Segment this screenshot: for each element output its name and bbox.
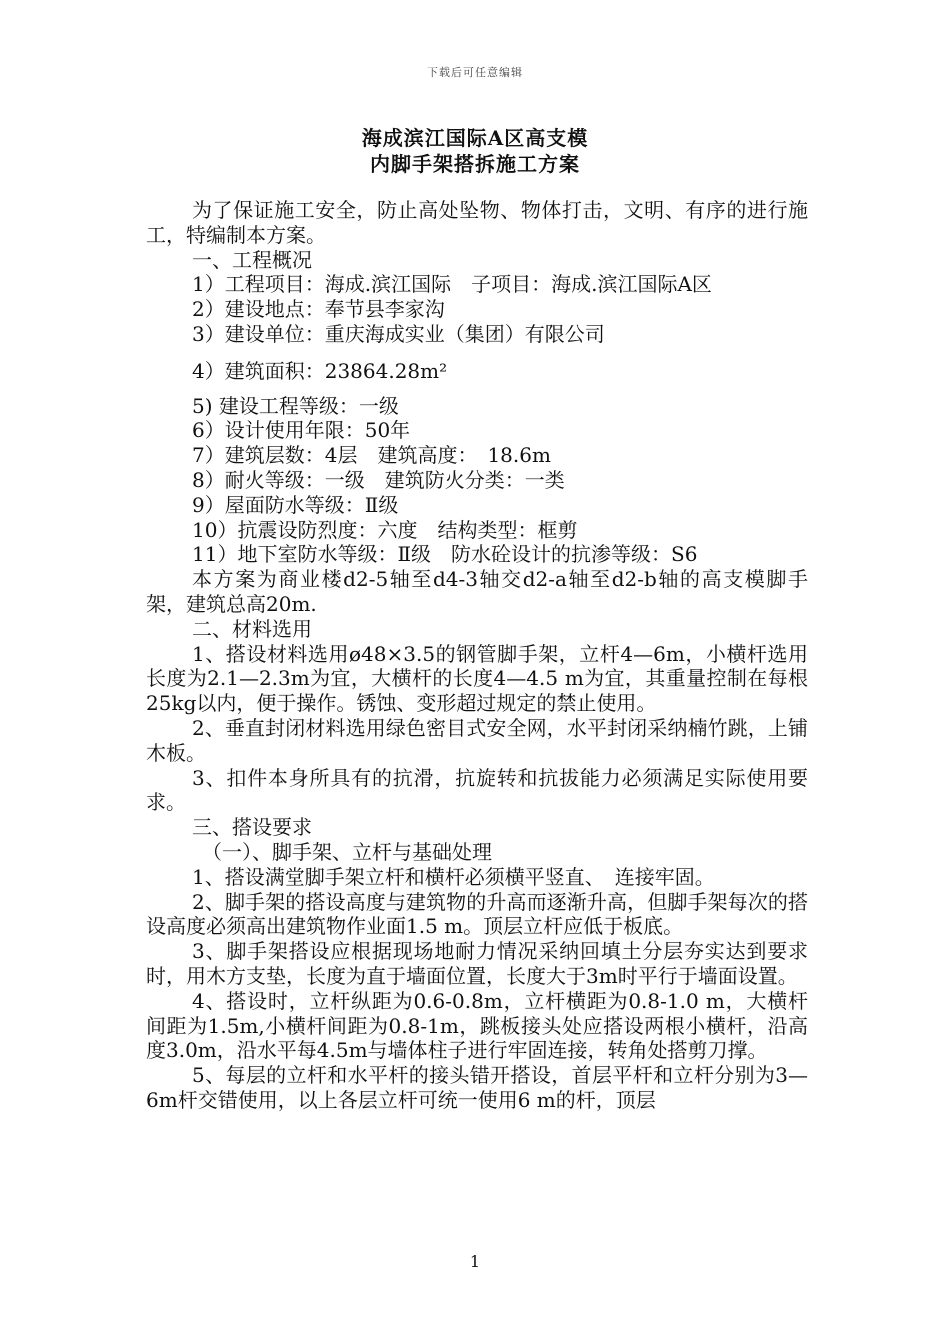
overview-item-project: 1）工程项目：海成.滨江国际 子项目：海成.滨江国际A区 [192,272,712,297]
requirements-item-1: 1、搭设满堂脚手架立杆和横杆必须横平竖直、 连接牢固。 [192,864,715,889]
section-heading-overview: 一、工程概况 [192,247,312,272]
overview-item-floors: 7）建筑层数：4层 建筑高度： 18.6m [192,443,551,468]
intro-paragraph: 为了保证施工安全，防止高处坠物、物体打击，文明、有序的进行施工，特编制本方案。 [146,198,808,247]
requirements-item-5: 5、每层的立杆和水平杆的接头错开搭设，首层平杆和立杆分别为3—6m杆交错使用，以上各层立杆可统一使用6 m的杆，顶层 [146,1063,808,1112]
materials-item-1: 1、搭设材料选用ø48×3.5的钢管脚手架，立杆4—6m，小横杆选用长度为2.1—2.3m为宜，大横杆的长度4—4.5 m为宜，其重量控制在每根25kg以内，便于操作。锈蚀、变形超过规定的禁止使用。 [146,641,808,716]
document-body [146,198,808,1113]
overview-item-roof-waterproof: 9）屋面防水等级：Ⅱ级 [192,492,399,517]
page-number: 1 [469,1252,481,1271]
overview-item-fire-rating: 8）耐火等级：一级 建筑防火分类：一类 [192,467,565,492]
document-title-line-1: 海成滨江国际A区高支模 [361,126,589,150]
overview-item-basement-waterproof: 11）地下室防水等级：Ⅱ级 防水砼设计的抗渗等级：S6 [192,542,698,567]
overview-item-owner: 3）建设单位：重庆海成实业（集团）有限公司 [192,321,605,346]
requirements-item-2: 2、脚手架的搭设高度与建筑物的升高而逐渐升高，但脚手架每次的搭设高度必须高出建筑物作业面1.5 m。顶层立杆应低于板底。 [146,889,808,939]
materials-item-2: 2、垂直封闭材料选用绿色密目式安全网，水平封闭采纳楠竹跳，上铺木板。 [146,715,808,765]
overview-item-grade: 5) 建设工程等级：一级 [192,393,399,418]
scope-paragraph: 本方案为商业楼d2-5轴至d4-3轴交d2-a轴至d2-b轴的高支模脚手架，建筑总高20m. [146,567,808,616]
overview-item-area: 4）建筑面积：23864.28m² [192,358,448,383]
section-heading-materials: 二、材料选用 [192,616,312,641]
materials-item-3: 3、扣件本身所具有的抗滑，抗旋转和抗拔能力必须满足实际使用要求。 [146,765,808,815]
requirements-item-3: 3、脚手架搭设应根据现场地耐力情况采纳回填土分层夯实达到要求时，用木方支垫，长度为直于墙面位置，长度大于3m时平行于墙面设置。 [146,939,808,988]
overview-item-location: 2）建设地点：奉节县李家沟 [192,297,445,322]
document-title-line-2: 内脚手架搭拆施工方案 [370,152,580,176]
overview-item-service-life: 6）设计使用年限：50年 [192,418,411,443]
overview-item-seismic: 10）抗震设防烈度：六度 结构类型：框剪 [192,517,578,542]
section-heading-requirements: 三、搭设要求 [192,815,312,840]
header-note: 下载后可任意编辑 [427,66,523,79]
subsection-heading-scaffold-base: （一）、脚手架、立杆与基础处理 [202,839,492,864]
requirements-item-4: 4、搭设时，立杆纵距为0.6-0.8m，立杆横距为0.8-1.0 m，大横杆间距为1.5m,小横杆间距为0.8-1m，跳板接头处应搭设两根小横杆，沿高度3.0m，沿水平每4.5m与墙体柱子进行牢固连接，转角处搭剪刀撑。 [146,988,808,1063]
